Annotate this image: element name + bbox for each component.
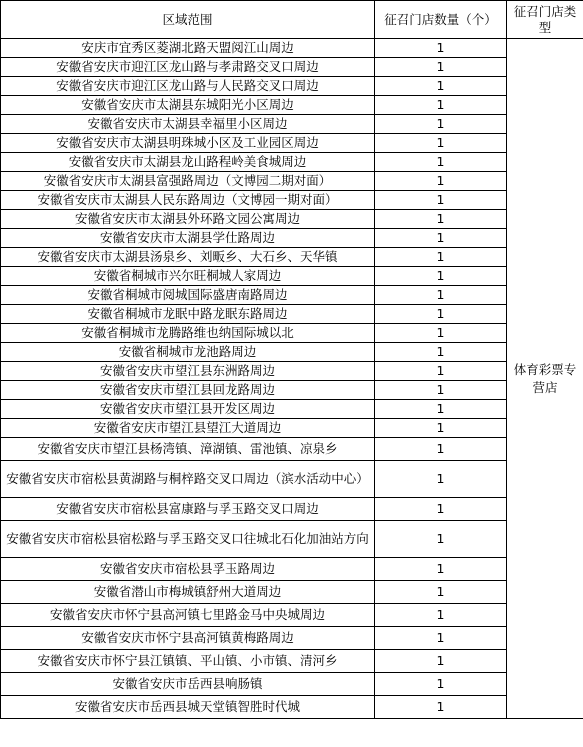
count-cell: 1 (375, 153, 507, 172)
count-cell: 1 (375, 604, 507, 627)
count-cell: 1 (375, 229, 507, 248)
area-cell: 安徽省安庆市太湖县幸福里小区周边 (1, 115, 375, 134)
area-cell: 安徽省安庆市迎江区龙山路与孝肃路交叉口周边 (1, 58, 375, 77)
area-cell: 安徽省安庆市望江县杨湾镇、漳湖镇、雷池镇、凉泉乡 (1, 438, 375, 461)
area-cell: 安徽省安庆市怀宁县高河镇七里路金马中央城周边 (1, 604, 375, 627)
table-row (1, 191, 583, 210)
area-cell: 安徽省安庆市怀宁县江镇镇、平山镇、小市镇、清河乡 (1, 650, 375, 673)
area-cell: 安徽省安庆市望江县东洲路周边 (1, 362, 375, 381)
table-row (1, 558, 583, 581)
area-cell: 安徽省安庆市太湖县东城阳光小区周边 (1, 96, 375, 115)
table-row (1, 324, 583, 343)
table-row (1, 673, 583, 696)
table-row (1, 696, 583, 719)
count-cell: 1 (375, 581, 507, 604)
table-row (1, 627, 583, 650)
table-row (1, 115, 583, 134)
table-row (1, 650, 583, 673)
table-body (1, 39, 583, 719)
table-row (1, 134, 583, 153)
area-cell: 安徽省安庆市岳西县城天堂镇智胜时代城 (1, 696, 375, 719)
count-cell: 1 (375, 58, 507, 77)
area-cell: 安徽省安庆市宿松县宿松路与孚玉路交叉口往城北石化加油站方向 (1, 521, 375, 558)
area-cell: 安徽省安庆市迎江区龙山路与人民路交叉口周边 (1, 77, 375, 96)
area-cell: 安徽省安庆市太湖县明珠城小区及工业园区周边 (1, 134, 375, 153)
area-cell: 安徽省安庆市望江县回龙路周边 (1, 381, 375, 400)
count-cell: 1 (375, 248, 507, 267)
area-cell: 安徽省桐城市龙腾路维也纳国际城以北 (1, 324, 375, 343)
count-cell: 1 (375, 267, 507, 286)
table-row (1, 229, 583, 248)
table-row (1, 267, 583, 286)
count-cell: 1 (375, 191, 507, 210)
table-row (1, 521, 583, 558)
count-cell: 1 (375, 362, 507, 381)
count-cell: 1 (375, 419, 507, 438)
area-cell: 安徽省桐城市龙池路周边 (1, 343, 375, 362)
count-cell: 1 (375, 39, 507, 58)
table-row (1, 438, 583, 461)
area-cell: 安徽省安庆市太湖县龙山路程岭美食城周边 (1, 153, 375, 172)
count-cell: 1 (375, 498, 507, 521)
area-cell: 安徽省安庆市宿松县富康路与孚玉路交叉口周边 (1, 498, 375, 521)
area-cell: 安庆市宜秀区菱湖北路天盟阅江山周边 (1, 39, 375, 58)
table-row (1, 381, 583, 400)
count-cell: 1 (375, 650, 507, 673)
count-cell: 1 (375, 381, 507, 400)
count-cell: 1 (375, 324, 507, 343)
count-cell: 1 (375, 400, 507, 419)
area-cell: 安徽省安庆市太湖县汤泉乡、刘畈乡、大石乡、天华镇 (1, 248, 375, 267)
area-cell: 安徽省安庆市岳西县响肠镇 (1, 673, 375, 696)
table-row (1, 362, 583, 381)
table-row (1, 210, 583, 229)
area-cell: 安徽省安庆市宿松县孚玉路周边 (1, 558, 375, 581)
area-cell: 安徽省潜山市梅城镇舒州大道周边 (1, 581, 375, 604)
count-cell: 1 (375, 210, 507, 229)
table-row (1, 96, 583, 115)
table-row (1, 153, 583, 172)
area-cell: 安徽省安庆市太湖县富强路周边（文博园二期对面） (1, 172, 375, 191)
table-row (1, 419, 583, 438)
count-cell: 1 (375, 115, 507, 134)
table-row (1, 461, 583, 498)
table-row (1, 248, 583, 267)
count-cell: 1 (375, 627, 507, 650)
header-type: 征召门店类型 (507, 1, 583, 39)
area-cell: 安徽省安庆市望江县望江大道周边 (1, 419, 375, 438)
area-cell: 安徽省安庆市怀宁县高河镇黄梅路周边 (1, 627, 375, 650)
table-row (1, 581, 583, 604)
table-row (1, 172, 583, 191)
header-count: 征召门店数量（个） (375, 1, 507, 39)
area-cell: 安徽省桐城市龙眠中路龙眠东路周边 (1, 305, 375, 324)
area-cell: 安徽省桐城市兴尔旺桐城人家周边 (1, 267, 375, 286)
count-cell: 1 (375, 521, 507, 558)
count-cell: 1 (375, 438, 507, 461)
table-row (1, 400, 583, 419)
header-area: 区域范围 (1, 1, 375, 39)
count-cell: 1 (375, 172, 507, 191)
count-cell: 1 (375, 673, 507, 696)
table-header-row (1, 1, 583, 39)
table-row (1, 39, 583, 58)
table-row (1, 343, 583, 362)
table-row (1, 305, 583, 324)
table-row (1, 498, 583, 521)
table-row (1, 286, 583, 305)
area-cell: 安徽省桐城市阅城国际盛唐南路周边 (1, 286, 375, 305)
count-cell: 1 (375, 134, 507, 153)
area-cell: 安徽省安庆市望江县开发区周边 (1, 400, 375, 419)
area-cell: 安徽省安庆市太湖县人民东路周边（文博园一期对面） (1, 191, 375, 210)
table-row (1, 604, 583, 627)
count-cell: 1 (375, 305, 507, 324)
area-cell: 安徽省安庆市太湖县学仕路周边 (1, 229, 375, 248)
count-cell: 1 (375, 77, 507, 96)
count-cell: 1 (375, 343, 507, 362)
table-row (1, 58, 583, 77)
count-cell: 1 (375, 286, 507, 305)
count-cell: 1 (375, 558, 507, 581)
area-cell: 安徽省安庆市太湖县外环路文园公寓周边 (1, 210, 375, 229)
count-cell: 1 (375, 696, 507, 719)
area-cell: 安徽省安庆市宿松县黄湖路与桐梓路交叉口周边（滨水活动中心） (1, 461, 375, 498)
count-cell: 1 (375, 96, 507, 115)
store-type-cell: 体育彩票专营店 (507, 39, 583, 719)
count-cell: 1 (375, 461, 507, 498)
table-row (1, 77, 583, 96)
